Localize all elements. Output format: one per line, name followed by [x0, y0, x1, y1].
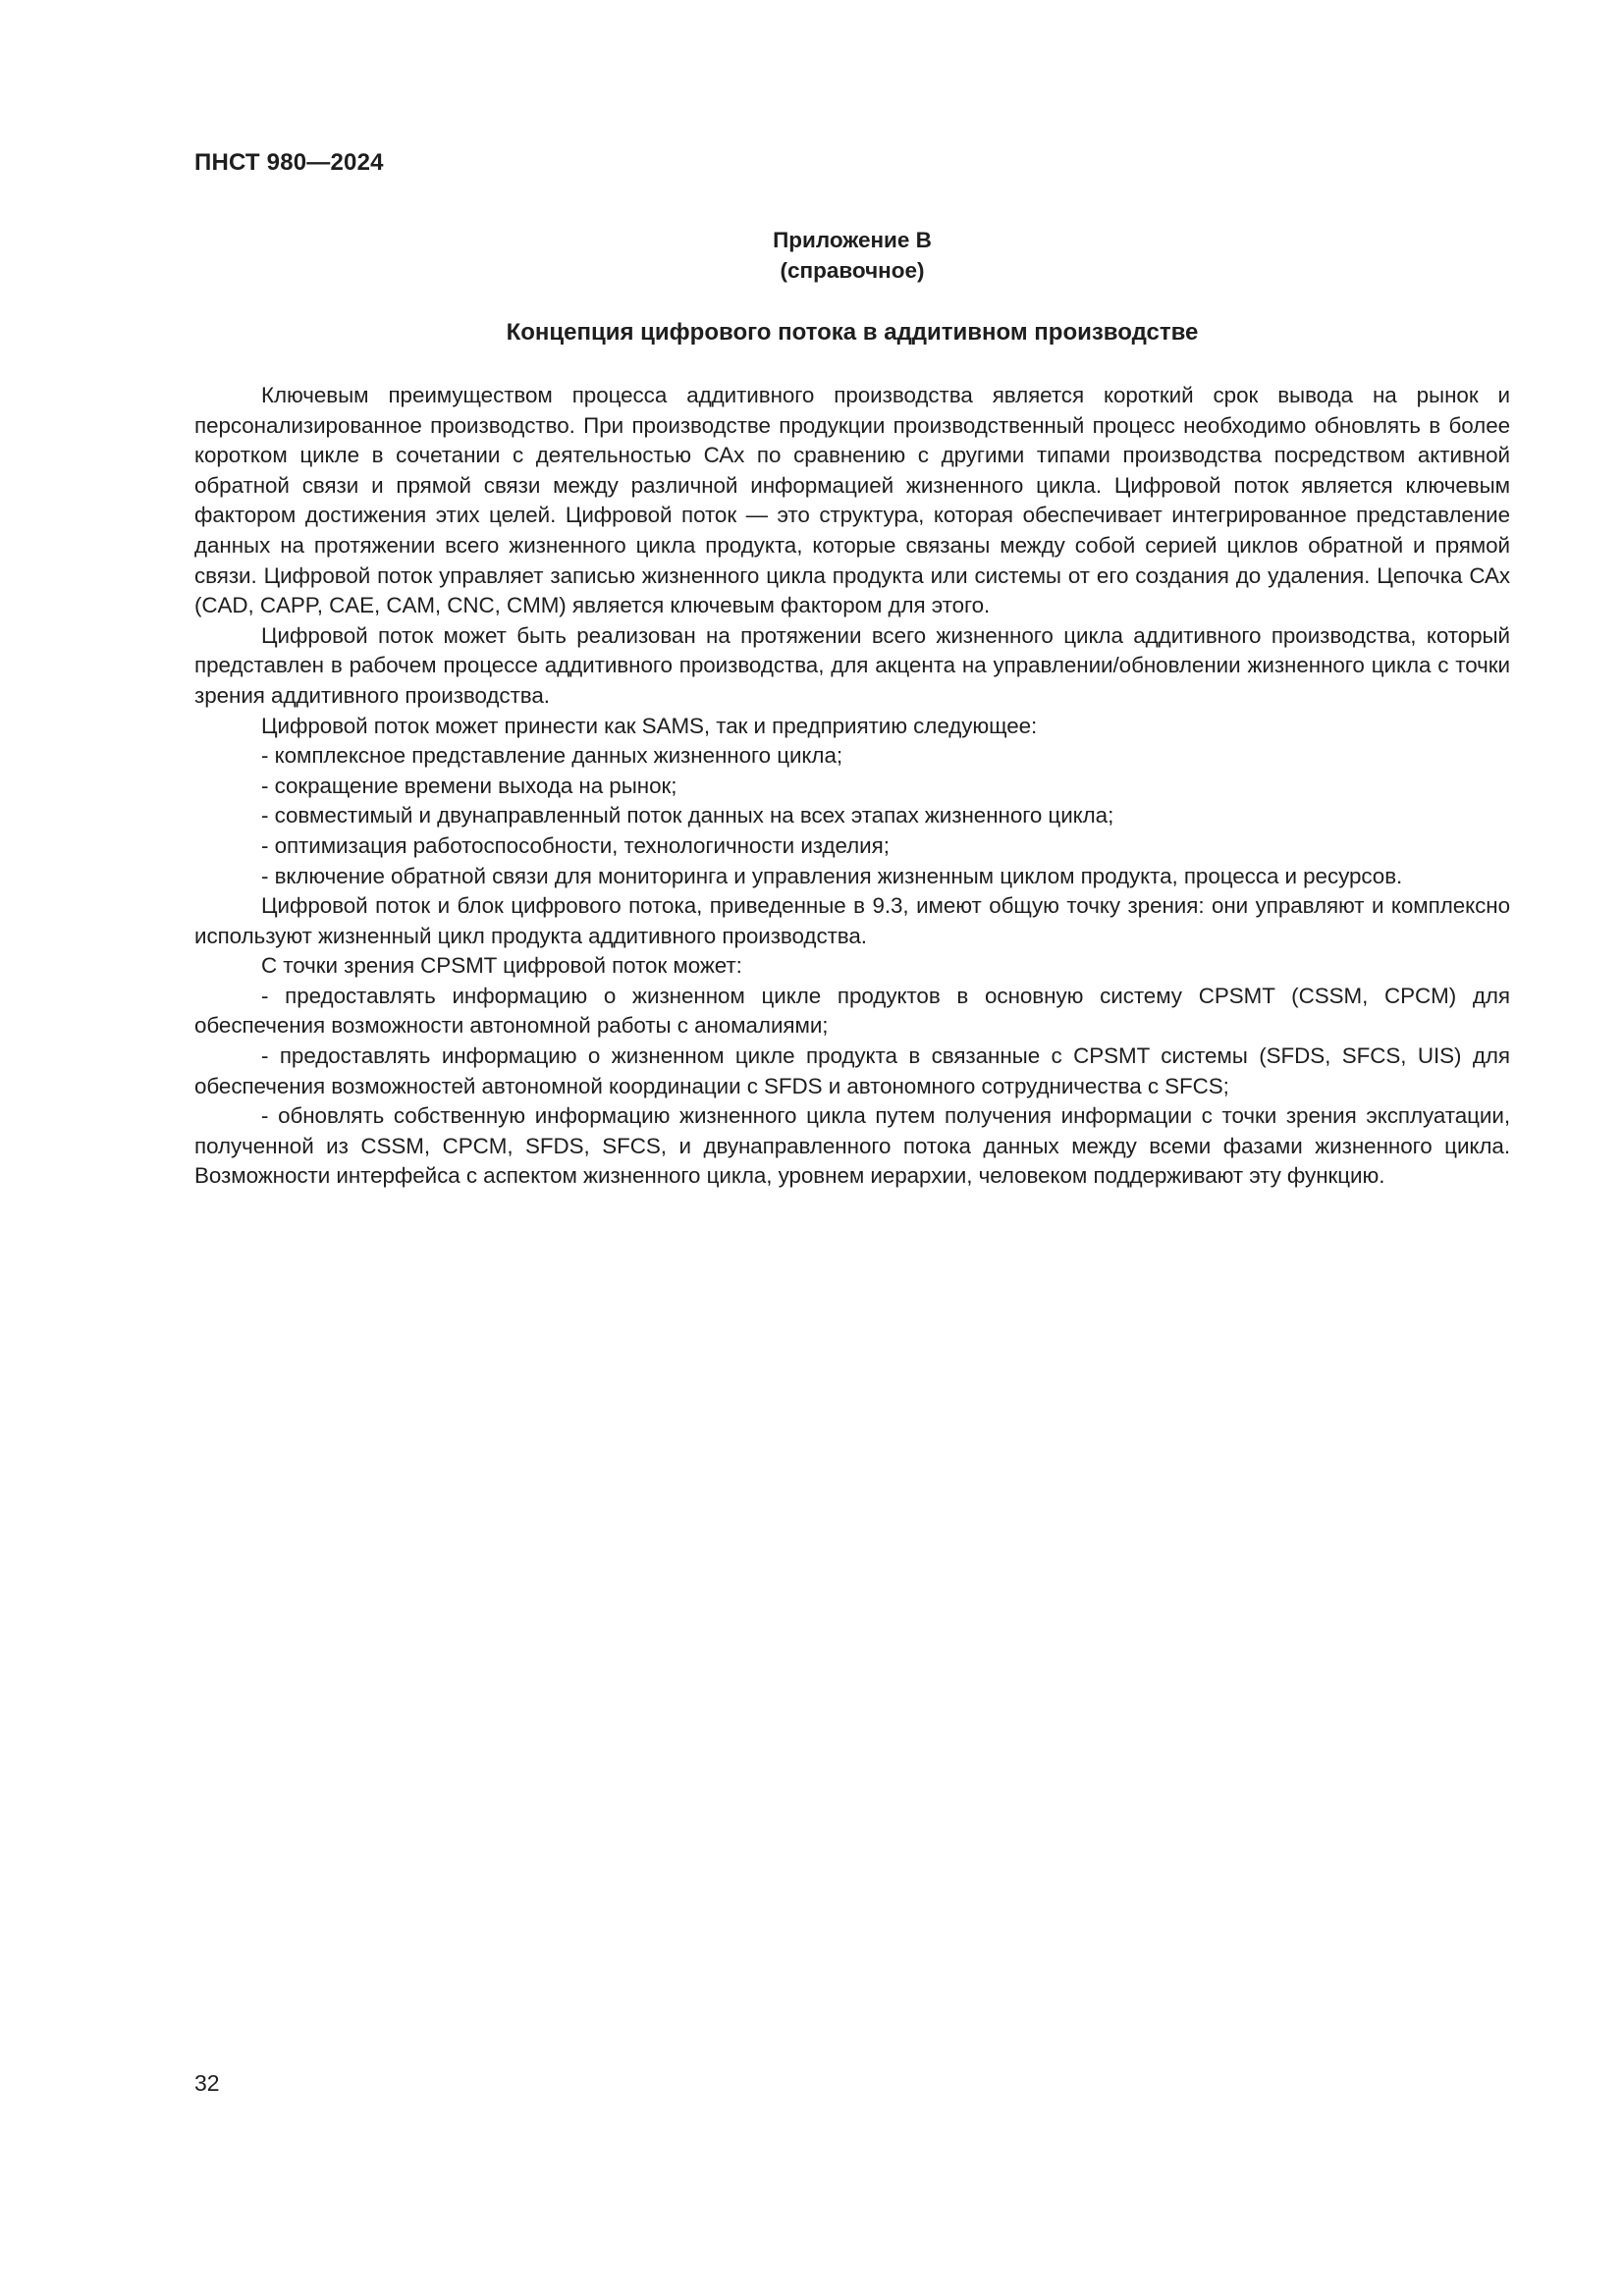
appendix-type: (справочное) [780, 258, 925, 283]
list-item: - сокращение времени выхода на рынок; [261, 773, 677, 798]
appendix-heading [194, 225, 1510, 286]
paragraph: Цифровой поток и блок цифрового потока, приведенные в 9.3, имеют общую точку зрения: они управляют и комплексно используют жизненный цикл продукта аддитивного производства. [194, 893, 1510, 948]
page-number: 32 [194, 2070, 220, 2096]
document-code: ПНСТ 980—2024 [194, 149, 384, 176]
body-text [194, 381, 1510, 1192]
section-title: Концепция цифрового потока в аддитивном производстве [506, 319, 1199, 346]
list-item: - обновлять собственную информацию жизненного цикла путем получения информации с точки зрения эксплуатации, полученной из CSSM, CPCM, SFDS, SFCS, и двунаправленного потока данных между всеми фазами жизненного цикла. Возможности интерфейса с аспектом жизненного цикла, уровнем иерархии, человеком поддерживают эту функцию. [194, 1103, 1510, 1189]
list-item: - совместимый и двунаправленный поток данных на всех этапах жизненного цикла; [261, 803, 1114, 828]
appendix-label: Приложение В [773, 228, 932, 252]
paragraph: Ключевым преимуществом процесса аддитивного производства является короткий срок вывода на рынок и персонализированное производство. При производстве продукции производственный процесс необходимо обновлять в более коротком цикле в сочетании с деятельностью САх по сравнению с другими типами производства посредством активной обратной связи и прямой связи между различной информацией жизненного цикла. Цифровой поток является ключевым фактором достижения этих целей. Цифровой поток — это структура, которая обеспечивает интегрированное представление данных на протяжении всего жизненного цикла продукта, которые связаны между собой серией циклов обратной и прямой связи. Цифровой поток управляет записью жизненного цикла продукта или системы от его создания до удаления. Цепочка САх (CAD, CAPP, CAE, CAM, CNC, CMM) является ключевым фактором для этого. [194, 383, 1510, 618]
list-item: - включение обратной связи для мониторинга и управления жизненным циклом продукта, процесса и ресурсов. [261, 863, 1403, 888]
list-item: - оптимизация работоспособности, технологичности изделия; [261, 832, 890, 858]
list-item: - предоставлять информацию о жизненном цикле продукта в связанные с CPSMT системы (SFDS, SFCS, UIS) для обеспечения возможностей автономной координации с SFDS и автономного сотрудничества с SFCS; [194, 1043, 1510, 1098]
paragraph: С точки зрения CPSMT цифровой поток может: [261, 953, 742, 979]
paragraph: Цифровой поток может быть реализован на протяжении всего жизненного цикла аддитивного производства, который представлен в рабочем процессе аддитивного производства, для акцента на управлении/обновлении жизненного цикла с точки зрения аддитивного производства. [194, 622, 1510, 708]
list-item: - комплексное представление данных жизненного цикла; [261, 743, 843, 769]
list-item: - предоставлять информацию о жизненном цикле продуктов в основную систему CPSMT (CSSM, CPCM) для обеспечения возможности автономной работы с аномалиями; [194, 983, 1510, 1039]
paragraph: Цифровой поток может принести как SAMS, так и предприятию следующее: [261, 713, 1038, 738]
